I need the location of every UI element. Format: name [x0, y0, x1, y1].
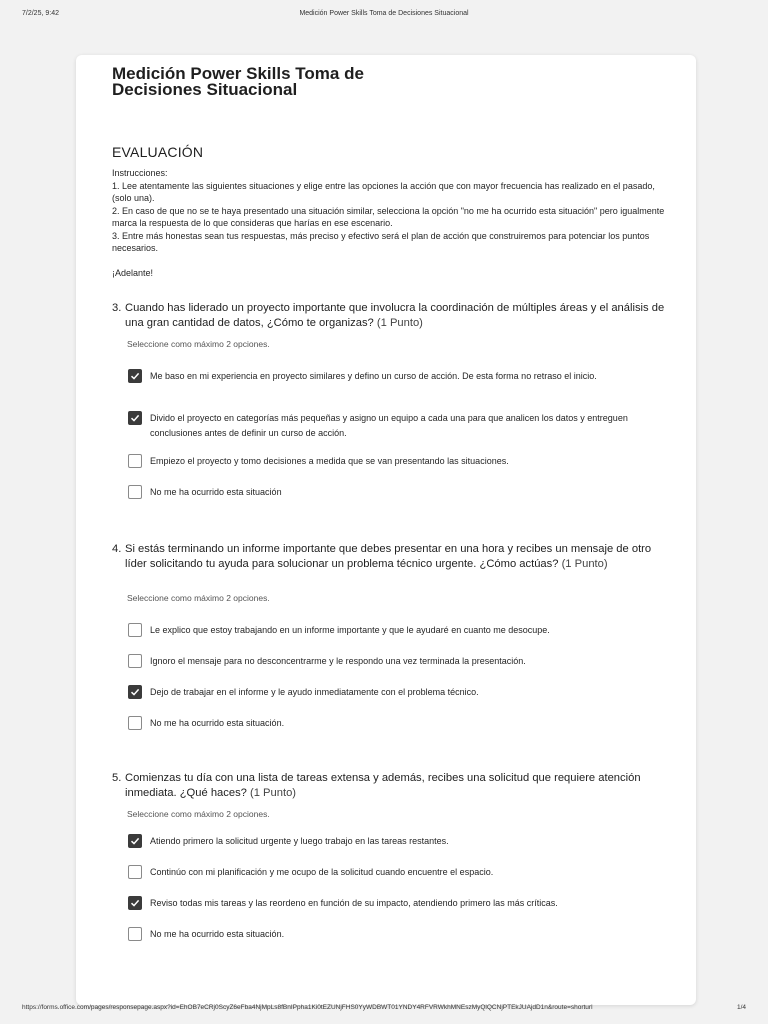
checkbox-checked[interactable] — [128, 685, 142, 699]
option-label: Divido el proyecto en categorías más pequeñas y asigno un equipo a cada una para que analicen los datos y entreguen conclusiones antes de definir un curso de acción. — [150, 413, 628, 438]
option-label: No me ha ocurrido esta situación. — [150, 718, 285, 728]
print-footer — [0, 1004, 768, 1018]
question-points: (1 Punto) — [250, 787, 297, 799]
checkbox[interactable] — [128, 716, 142, 730]
checkmark-icon — [130, 898, 140, 908]
question-hint: Seleccione como máximo 2 opciones. — [127, 339, 270, 349]
checkbox-checked[interactable] — [128, 411, 142, 425]
question-text — [112, 301, 672, 331]
checkbox-checked[interactable] — [128, 369, 142, 383]
option-label: No me ha ocurrido esta situación — [150, 487, 282, 497]
checkbox-checked[interactable] — [128, 896, 142, 910]
checkbox[interactable] — [128, 654, 142, 668]
checkmark-icon — [130, 836, 140, 846]
checkmark-icon — [130, 413, 140, 423]
question-body: Si estás terminando un informe importante que debes presentar en una hora y recibes un mensaje de otro líder solicitando tu ayuda para solucionar un problema técnico urgente. ¿Cómo actúas? — [125, 543, 652, 570]
option-label: Me baso en mi experiencia en proyecto similares y defino un curso de acción. De esta forma no retraso el inicio. — [150, 371, 597, 381]
option-label: Atiendo primero la solicitud urgente y luego trabajo en las tareas restantes. — [150, 836, 449, 846]
form-title: Medición Power Skills Toma de Decisiones Situacional — [112, 64, 364, 99]
question-hint: Seleccione como máximo 2 opciones. — [127, 593, 270, 603]
question-4 — [112, 542, 672, 728]
question-hint: Seleccione como máximo 2 opciones. — [127, 809, 270, 819]
checkmark-icon — [130, 371, 140, 381]
instructions: Instrucciones: 1. Lee atentamente las siguientes situaciones y elige entre las opciones la acción que con mayor frecuencia has realizado en el pasado, (solo una). 2. En caso de que no se te haya presentado una situación similar, selecciona la opción "no me ha ocurrido esta situación" pero igualmente marca la respuesta de lo que consideras que harías en ese escenario. 3. Entre más honestas sean tus respuestas, más preciso y efectivo será el plan de acción que construiremos para potenciar los puntos necesarios. ¡Adelante! — [112, 168, 665, 278]
question-5 — [112, 771, 672, 939]
checkbox[interactable] — [128, 623, 142, 637]
question-text — [112, 542, 672, 572]
option-label: Reviso todas mis tareas y las reordeno en función de su impacto, atendiendo primero las más críticas. — [150, 898, 558, 908]
checkbox[interactable] — [128, 485, 142, 499]
option-label: Dejo de trabajar en el informe y le ayudo inmediatamente con el problema técnico. — [150, 687, 479, 697]
checkbox[interactable] — [128, 927, 142, 941]
question-number: 5. — [112, 772, 122, 784]
question-points: (1 Punto) — [561, 558, 608, 570]
checkbox-checked[interactable] — [128, 834, 142, 848]
option-label: No me ha ocurrido esta situación. — [150, 929, 285, 939]
checkbox[interactable] — [128, 865, 142, 879]
checkbox[interactable] — [128, 454, 142, 468]
question-body: Cuando has liderado un proyecto importante que involucra la coordinación de múltiples áreas y el análisis de una gran cantidad de datos, ¿Cómo te organizas? — [125, 302, 665, 329]
option-label: Le explico que estoy trabajando en un informe importante y que le ayudaré en cuanto me desocupe. — [150, 625, 550, 635]
print-date: 7/2/25, 9:42 — [22, 10, 59, 17]
section-title: EVALUACIÓN — [112, 144, 204, 160]
print-url: https://forms.office.com/pages/responsepage.aspx?id=EhOB7eCRj0ScyZ6eFba4NjMpLs8fBnIPpha1Ki0tEZUNjFHS0YyWDBWT01YNDY4RFVRWkhMNEszMyQlQCNjPTEkJUAjdD1n&route=shorturl — [22, 1004, 593, 1011]
question-3 — [112, 301, 672, 497]
question-number: 4. — [112, 543, 122, 555]
option-label: Ignoro el mensaje para no desconcentrarme y le respondo una vez terminada la presentación. — [150, 656, 526, 666]
option-label: Continúo con mi planificación y me ocupo de la solicitud cuando encuentre el espacio. — [150, 867, 494, 877]
checkmark-icon — [130, 687, 140, 697]
option-label: Empiezo el proyecto y tomo decisiones a medida que se van presentando las situaciones. — [150, 456, 509, 466]
question-body: Comienzas tu día con una lista de tareas extensa y además, recibes una solicitud que requiere atención inmediata. ¿Qué haces? — [125, 772, 641, 799]
form-card — [76, 55, 696, 1005]
print-title: Medición Power Skills Toma de Decisiones Situacional — [299, 10, 469, 17]
question-text — [112, 771, 672, 801]
question-number: 3. — [112, 302, 122, 314]
question-points: (1 Punto) — [376, 317, 423, 329]
print-header — [0, 10, 768, 24]
print-page-number: 1/4 — [736, 1004, 746, 1011]
